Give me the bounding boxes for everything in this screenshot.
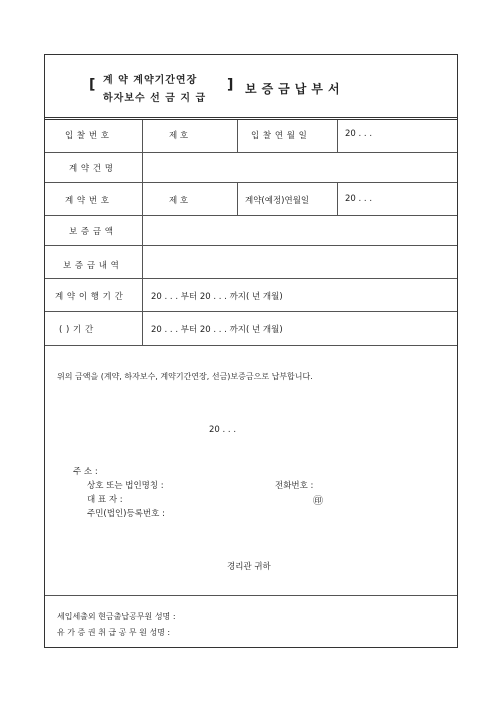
divider — [142, 182, 143, 215]
period2-label: ( ) 기 간 — [59, 325, 94, 335]
address-label: 주 소 : — [73, 467, 98, 477]
bid-date-value[interactable]: 20 . . . — [345, 129, 373, 139]
guarantee-detail-label: 보 증 금 내 역 — [63, 261, 120, 271]
divider — [45, 215, 457, 216]
bid-date-label: 입 찰 연 월 일 — [251, 131, 308, 141]
title-main: 보증금납부서 — [245, 82, 345, 96]
title-line2: 하자보수 선 금 지 급 — [103, 93, 207, 104]
contract-no-label: 계 약 번 호 — [65, 196, 110, 206]
divider — [142, 245, 143, 278]
statement-text: 위의 금액을 (계약, 하자보수, 계약기간연장, 선금)보증금으로 납부합니다. — [57, 372, 313, 381]
title-bracket-open: [ — [89, 77, 96, 93]
bid-no-value[interactable]: 제 호 — [169, 131, 189, 141]
form-frame — [44, 54, 458, 648]
period-label: 계 약 이 행 기 간 — [55, 292, 124, 302]
period2-value[interactable]: 20 . . . 부터 20 . . . 까지( 년 개월) — [151, 325, 283, 335]
divider — [45, 182, 457, 183]
contract-date-label: 계약(예정)연월일 — [245, 196, 310, 206]
divider — [237, 120, 238, 152]
seal-icon: ㊞ — [313, 496, 323, 507]
reg-no-label: 주민(법인)등록번호 : — [87, 509, 165, 519]
divider — [142, 152, 143, 182]
divider — [45, 117, 457, 118]
divider — [142, 120, 143, 152]
contract-no-value[interactable]: 제 호 — [169, 196, 189, 206]
divider — [45, 311, 457, 312]
period-value[interactable]: 20 . . . 부터 20 . . . 까지( 년 개월) — [151, 292, 283, 302]
bid-no-label: 입 찰 번 호 — [65, 131, 110, 141]
guarantee-amount-label: 보 증 금 액 — [69, 227, 114, 237]
divider — [45, 595, 457, 596]
divider — [237, 182, 238, 215]
footer-securities: 유 가 증 권 취 급 공 무 원 성명 : — [57, 628, 171, 637]
divider — [45, 245, 457, 246]
divider — [45, 152, 457, 153]
divider — [337, 120, 338, 152]
title-line1: 계 약 계약기간연장 — [103, 75, 198, 86]
divider — [45, 119, 457, 120]
contract-name-label: 계 약 건 명 — [69, 164, 114, 174]
phone-label: 전화번호 : — [275, 481, 314, 491]
divider — [45, 278, 457, 279]
contract-date-value[interactable]: 20 . . . — [345, 194, 373, 204]
recipient-text: 경리관 귀하 — [227, 562, 271, 572]
statement-date[interactable]: 20 . . . — [209, 425, 237, 435]
title-bracket-close: ] — [227, 77, 234, 93]
divider — [337, 182, 338, 215]
divider — [45, 345, 457, 346]
divider — [142, 311, 143, 345]
footer-cashier: 세입세출외 현금출납공무원 성명 : — [57, 612, 176, 621]
divider — [142, 278, 143, 311]
divider — [142, 215, 143, 245]
ceo-label: 대 표 자 : — [87, 495, 123, 505]
company-label: 상호 또는 법인명칭 : — [87, 481, 164, 491]
